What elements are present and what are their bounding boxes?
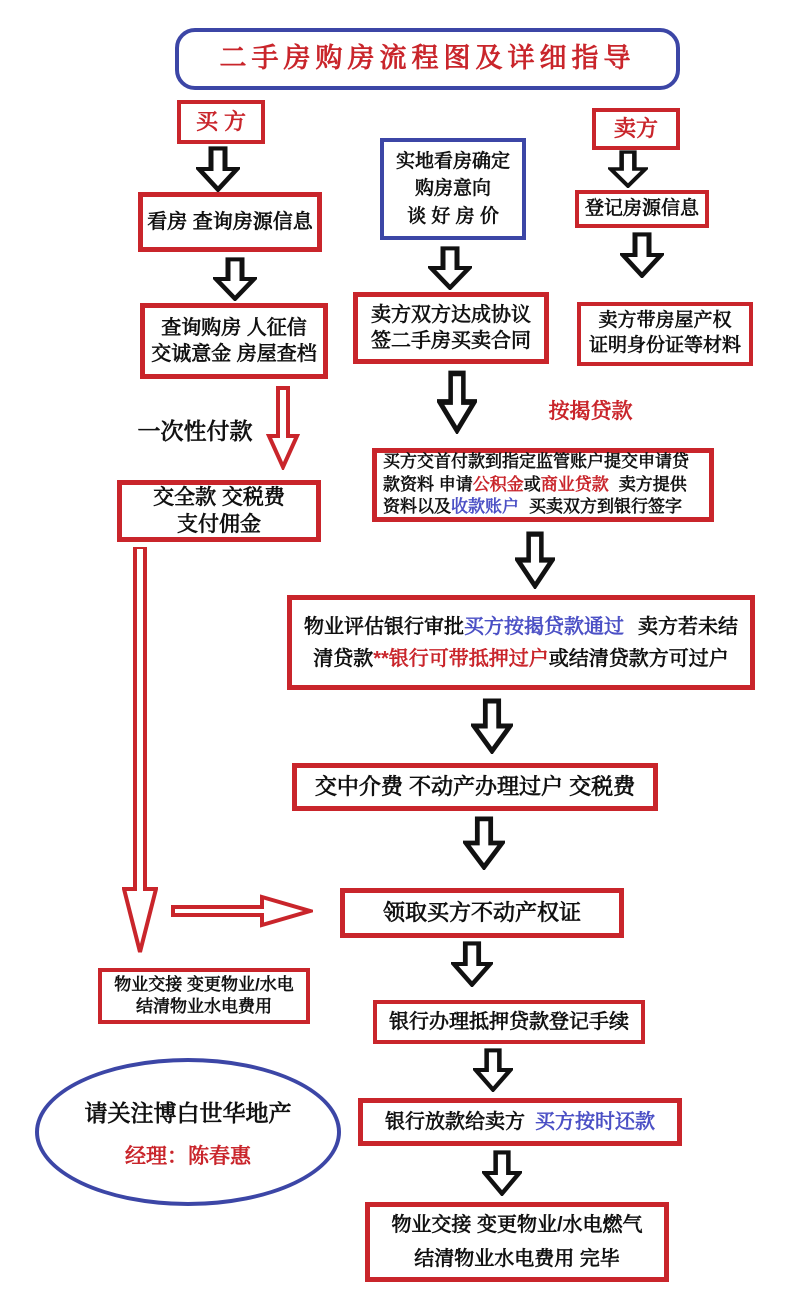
seller-documents-line2: 证明身份证等材料 — [588, 335, 741, 356]
promo-ellipse — [35, 1058, 341, 1206]
buyer-label: 买 方 — [195, 108, 247, 134]
appraisal-l1b: 买方按揭贷款通过 — [464, 615, 624, 638]
handover-final-box — [365, 1202, 669, 1282]
field-visit-line1: 实地看房确定 — [395, 150, 510, 172]
arrow-down-icon — [515, 531, 555, 589]
mortgage-application-l2c: 或 — [523, 474, 541, 494]
arrow-down-icon — [463, 816, 505, 870]
arrow-down-icon — [196, 146, 240, 192]
credit-check-line2: 交诚意金 房屋查档 — [151, 343, 317, 365]
register-listing-box — [575, 190, 709, 228]
agreement-line2: 签二手房买卖合同 — [371, 330, 531, 352]
mortgage-application-line3 — [383, 496, 682, 519]
handover-final-line2: 结清物业水电费用 完毕 — [414, 1248, 620, 1270]
field-visit-line2: 购房意向 — [414, 178, 491, 200]
bank-release-a: 银行放款给卖方 — [385, 1111, 525, 1133]
arrow-down-icon — [482, 1150, 522, 1196]
bank-release-b: 买方按时还款 — [535, 1111, 655, 1133]
appraisal-l1a: 物业评估银行审批 — [304, 615, 464, 638]
bank-release-box — [358, 1098, 682, 1146]
view-house-box — [138, 192, 322, 252]
handover-left-line1: 物业交接 变更物业/水电 — [114, 974, 294, 994]
mortgage-application-box — [372, 448, 714, 522]
handover-left-box — [98, 968, 310, 1024]
mortgage-application-l1: 买方交首付款到指定监管账户提交申请贷 — [383, 451, 689, 471]
mortgage-application-l2d: 商业贷款 — [540, 474, 609, 494]
mortgage-label-text: 按揭贷款 — [548, 400, 633, 423]
appraisal-line1 — [304, 611, 738, 643]
mortgage-application-line2 — [383, 474, 687, 497]
red-arrow-right-icon — [170, 893, 313, 929]
appraisal-line2 — [313, 643, 729, 675]
field-visit-box — [380, 138, 526, 240]
buyer-box — [177, 100, 265, 144]
mortgage-register-box — [373, 1000, 645, 1044]
appraisal-l2a: 清贷款 — [313, 647, 374, 670]
handover-final-line1: 物业交接 变更物业/水电燃气 — [391, 1214, 643, 1236]
mortgage-application-l2a: 款资料 申请 — [383, 474, 473, 494]
flowchart-title: 二手房购房流程图及详细指导 — [219, 43, 636, 74]
agreement-box — [353, 292, 549, 364]
lump-sum-text: 一次性付款 — [137, 417, 253, 444]
transfer-box — [292, 763, 658, 811]
appraisal-l2b: **银行可带抵押过户 — [373, 647, 549, 670]
full-payment-box — [117, 480, 321, 542]
promo-line1: 请关注博白世华地产 — [84, 1099, 292, 1126]
certificate-box — [340, 888, 624, 938]
arrow-down-icon — [213, 257, 257, 301]
seller-documents-box — [577, 302, 753, 366]
credit-check-box — [140, 303, 328, 379]
mortgage-application-l3a: 资料以及 — [383, 497, 451, 517]
seller-label: 卖方 — [613, 115, 658, 141]
mortgage-application-l3b: 收款账户 — [451, 497, 519, 517]
full-payment-line1: 交全款 交税费 — [153, 485, 285, 509]
certificate-label: 领取买方不动产权证 — [382, 899, 581, 925]
seller-box — [592, 108, 680, 150]
mortgage-application-l2b: 公积金 — [472, 474, 524, 494]
arrow-down-icon — [620, 232, 664, 278]
bank-release-line — [385, 1109, 655, 1135]
handover-left-line2: 结清物业水电费用 — [136, 997, 272, 1016]
arrow-down-icon — [451, 941, 493, 987]
mortgage-label — [543, 395, 638, 425]
agreement-line1: 卖方双方达成协议 — [371, 304, 531, 326]
long-red-arrow-down-icon — [122, 547, 158, 955]
full-payment-line2: 支付佣金 — [177, 513, 261, 536]
arrow-down-icon — [428, 246, 472, 290]
mortgage-application-line1 — [383, 451, 689, 474]
field-visit-line3: 谈 好 房 价 — [407, 205, 499, 227]
appraisal-box — [287, 595, 755, 690]
transfer-label: 交中介费 不动产办理过户 交税费 — [314, 773, 636, 799]
arrow-down-icon — [608, 150, 648, 188]
seller-documents-line1: 卖方带房屋产权 — [598, 310, 732, 332]
mortgage-application-l2e: 卖方提供 — [618, 474, 687, 494]
arrow-down-icon — [471, 698, 513, 754]
appraisal-l2c: 或结清贷款方可过户 — [548, 647, 729, 670]
promo-line2: 经理：陈春惠 — [125, 1144, 251, 1168]
lump-sum-label — [130, 412, 260, 446]
credit-check-line1: 查询购房 人征信 — [161, 317, 307, 339]
arrow-down-icon — [437, 370, 477, 434]
view-house-label: 看房 查询房源信息 — [147, 211, 313, 233]
appraisal-l1c: 卖方若未结 — [638, 615, 738, 638]
red-arrow-down-icon — [266, 386, 300, 470]
flowchart-title-box — [175, 28, 680, 90]
register-listing-label: 登记房源信息 — [584, 197, 699, 219]
mortgage-register-label: 银行办理抵押贷款登记手续 — [389, 1011, 629, 1033]
arrow-down-icon — [473, 1048, 513, 1092]
mortgage-application-l3c: 买卖双方到银行签字 — [529, 497, 682, 517]
